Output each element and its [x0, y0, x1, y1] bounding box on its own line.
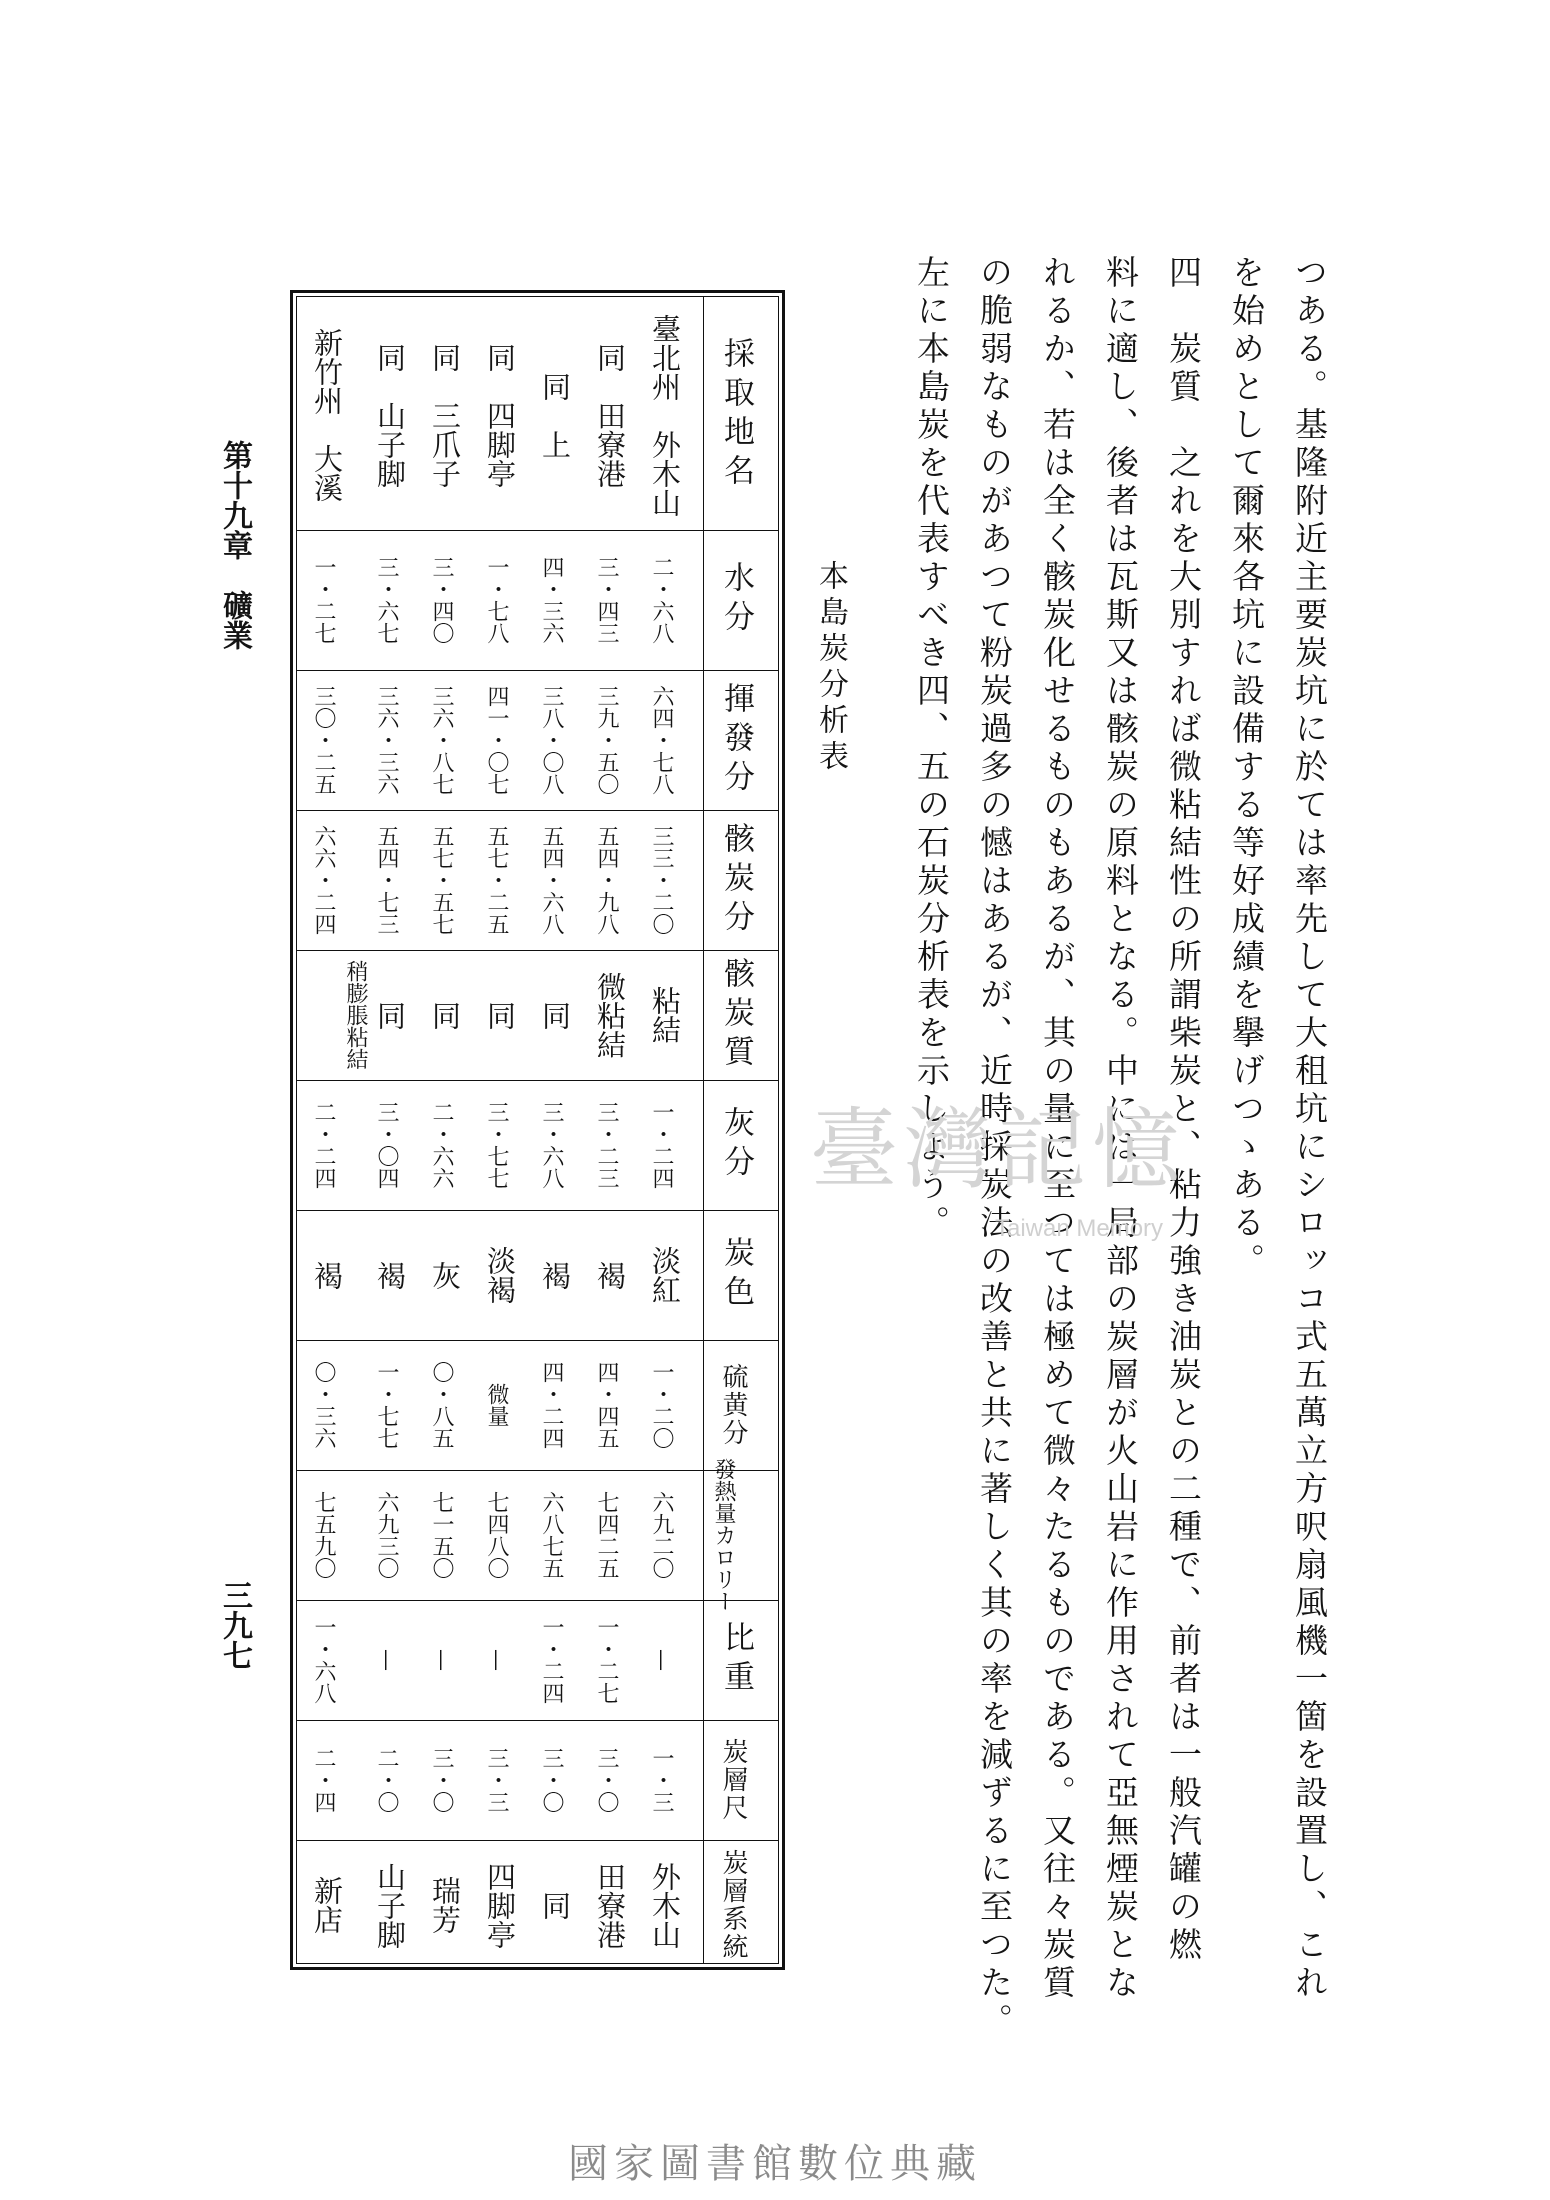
row-4-moisture: 三・四〇 [429, 556, 454, 644]
row-6-coke: 六六・二四 [311, 825, 336, 935]
row-4-sulfur: 〇・八五 [429, 1361, 454, 1449]
row-1-system: 田寮港 [593, 1861, 627, 1949]
row-0-coke: 三三・二〇 [649, 825, 674, 935]
row-0-ash: 一・二四 [649, 1101, 674, 1189]
row-6-volatile: 三〇・二五 [311, 685, 336, 795]
row-5-moisture: 三・六七 [374, 556, 399, 644]
table-rule [296, 670, 779, 671]
row-3-moisture: 一・七八 [484, 556, 509, 644]
table-rule [296, 1340, 779, 1341]
table-rule [296, 1840, 779, 1841]
body-column-3: 四 炭質 之れを大別すれば微粘結性の所謂柴炭と、粘力強き油炭との二種で、前者は一般汽罐の燃 [1164, 255, 1203, 1965]
body-column-7: 左に本島炭を代表すべき四、五の石炭分析表を示しよう。 [912, 255, 951, 1243]
row-6-color: 褐 [310, 1260, 344, 1290]
table-rule [296, 1720, 779, 1721]
row-0-gravity: — [649, 1649, 674, 1671]
header-coke-quality: 骸炭質 [718, 956, 754, 1074]
header-seam: 炭層尺 [718, 1738, 748, 1822]
header-gravity: 比重 [718, 1621, 754, 1699]
row-2-seam: 三・〇 [539, 1747, 564, 1813]
row-4-coke-quality: 同 [428, 1000, 462, 1030]
row-1-gravity: 一・二七 [594, 1616, 619, 1704]
row-0-location: 臺北州 外木山 [648, 313, 682, 517]
row-3-volatile: 四一・〇七 [484, 685, 509, 795]
row-2-calorie: 六八七五 [539, 1491, 564, 1579]
row-1-volatile: 三九・五〇 [594, 685, 619, 795]
row-2-gravity: 一・二四 [539, 1616, 564, 1704]
row-2-coke-quality: 同 [538, 1000, 572, 1030]
coal-analysis-table [290, 290, 785, 1970]
row-4-color: 灰 [428, 1260, 462, 1290]
row-0-calorie: 六九二〇 [649, 1491, 674, 1579]
row-0-color: 淡紅 [648, 1246, 682, 1304]
row-5-ash: 三・〇四 [374, 1101, 399, 1189]
row-0-seam: 一・三 [649, 1747, 674, 1813]
row-2-coke: 五四・六八 [539, 825, 564, 935]
row-6-ash: 二・二四 [311, 1101, 336, 1189]
watermark-logo: 臺灣記憶 [810, 1098, 1187, 1201]
body-column-6: の脆弱なものがあつて粉炭過多の憾はあるが、近時採炭法の改善と共に著しく其の率を減ずるに至つた。 [975, 255, 1014, 2041]
footer-credit: 國家圖書館數位典藏 [568, 2141, 982, 2187]
row-1-seam: 三・〇 [594, 1747, 619, 1813]
row-5-volatile: 三六・三六 [374, 685, 399, 795]
row-3-calorie: 七四八〇 [484, 1491, 509, 1579]
row-5-system: 山子脚 [373, 1861, 407, 1949]
row-6-location: 新竹州 大溪 [310, 328, 344, 502]
row-6-seam: 二・四 [311, 1747, 336, 1813]
header-volatile: 揮發分 [718, 681, 754, 799]
page-number: 三九七 [217, 1580, 252, 1670]
row-3-seam: 三・三 [484, 1747, 509, 1813]
row-1-calorie: 七四二五 [594, 1491, 619, 1579]
row-3-color: 淡褐 [483, 1246, 517, 1304]
header-location: 採取地名 [718, 337, 754, 493]
table-rule [296, 950, 779, 951]
row-6-calorie: 七五九〇 [311, 1491, 336, 1579]
row-2-volatile: 三八・〇八 [539, 685, 564, 795]
header-system: 炭層系統 [718, 1849, 748, 1961]
row-2-color: 褐 [538, 1260, 572, 1290]
table-rule [296, 810, 779, 811]
body-column-5: れるか、若は全く骸炭化せるものもあるが、其の量に至つては極めて微々たるものである。又往々炭質 [1038, 255, 1077, 2003]
row-6-gravity: 一・六八 [311, 1616, 336, 1704]
body-column-2: を始めとして爾來各坑に設備する等好成績を擧げつゝある。 [1227, 255, 1266, 1281]
row-0-sulfur: 一・二〇 [649, 1361, 674, 1449]
row-4-calorie: 七一五〇 [429, 1491, 454, 1579]
row-6-moisture: 一・二七 [311, 556, 336, 644]
header-sulfur: 硫黄分 [718, 1363, 748, 1447]
row-1-ash: 三・二三 [594, 1101, 619, 1189]
row-1-sulfur: 四・四五 [594, 1361, 619, 1449]
row-3-location: 同 四脚亭 [483, 342, 517, 488]
table-inner-border [296, 296, 779, 1964]
row-2-ash: 三・六八 [539, 1101, 564, 1189]
row-3-coke: 五七・二五 [484, 825, 509, 935]
row-1-location: 同 田寮港 [593, 342, 627, 488]
row-2-moisture: 四・三六 [539, 556, 564, 644]
row-0-volatile: 六四・七八 [649, 685, 674, 795]
row-1-coke: 五四・九八 [594, 825, 619, 935]
row-5-coke-quality: 同 [373, 1000, 407, 1030]
table-rule [296, 1210, 779, 1211]
header-coke: 骸炭分 [718, 821, 754, 939]
row-2-sulfur: 四・二四 [539, 1361, 564, 1449]
row-0-system: 外木山 [648, 1861, 682, 1949]
table-title: 本島炭分析表 [813, 560, 848, 776]
row-3-system: 四脚亭 [483, 1861, 517, 1949]
row-5-location: 同 山子脚 [373, 342, 407, 488]
row-4-coke: 五七・五七 [429, 825, 454, 935]
table-header-rule [703, 296, 704, 1964]
table-rule [296, 1080, 779, 1081]
row-0-moisture: 二・六八 [649, 556, 674, 644]
row-5-coke: 五四・七三 [374, 825, 399, 935]
row-5-seam: 二・〇 [374, 1747, 399, 1813]
chapter-header: 第十九章 礦業 [217, 440, 252, 650]
row-5-color: 褐 [373, 1260, 407, 1290]
table-rule [296, 1600, 779, 1601]
header-moisture: 水分 [718, 561, 754, 639]
row-4-system: 瑞芳 [428, 1876, 462, 1934]
body-column-4: 料に適し、後者は瓦斯又は骸炭の原料となる。中には一局部の炭層が火山岩に作用されて亞無煙炭とな [1101, 255, 1140, 2003]
row-3-gravity: — [484, 1649, 509, 1671]
row-3-coke-quality: 同 [483, 1000, 517, 1030]
row-4-volatile: 三六・八七 [429, 685, 454, 795]
table-rule [296, 530, 779, 531]
row-2-system: 同 [538, 1890, 572, 1920]
row-1-coke-quality: 微粘結 [593, 971, 627, 1059]
row-6-system: 新店 [310, 1876, 344, 1934]
header-color: 炭色 [718, 1236, 754, 1314]
row-3-sulfur: 微量 [484, 1383, 509, 1427]
header-calorie: 發熱量カロリー [711, 1458, 736, 1612]
header-ash: 灰分 [718, 1106, 754, 1184]
row-2-location: 同 上 [538, 371, 572, 459]
row-4-seam: 三・〇 [429, 1747, 454, 1813]
row-1-color: 褐 [593, 1260, 627, 1290]
row-6-sulfur: 〇・三六 [311, 1361, 336, 1449]
row-3-ash: 三・七七 [484, 1101, 509, 1189]
row-5-gravity: — [374, 1649, 399, 1671]
row-5-calorie: 六九三〇 [374, 1491, 399, 1579]
body-column-1: つある。基隆附近主要炭坑に於ては率先して大租坑にシロッコ式五萬立方呎扇風機一箇を設置し、これ [1290, 255, 1329, 2003]
row-4-ash: 二・六六 [429, 1101, 454, 1189]
row-4-gravity: — [429, 1649, 454, 1671]
row-5-sulfur: 一・七七 [374, 1361, 399, 1449]
row-0-coke-quality: 粘結 [648, 986, 682, 1044]
watermark-subtitle: Taiwan Memory [995, 1215, 1164, 1242]
row-1-moisture: 三・四三 [594, 556, 619, 644]
row-6-coke-quality: 稍膨脹粘結 [343, 960, 368, 1070]
row-4-location: 同 三爪子 [428, 342, 462, 488]
table-rule [296, 1470, 779, 1471]
